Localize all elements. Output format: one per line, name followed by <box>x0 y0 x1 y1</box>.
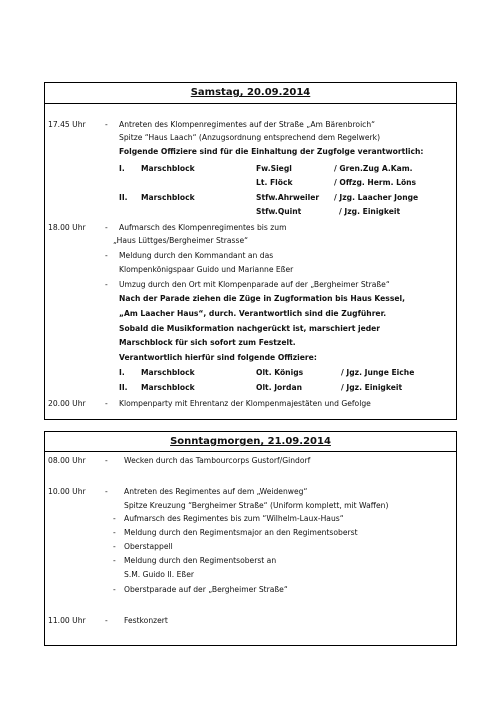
officer-name: Lt. Flöck <box>256 178 293 187</box>
officer-unit: / Jgz. Einigkeit <box>341 383 403 392</box>
officer-unit: / Offzg. Herm. Löns <box>334 178 417 187</box>
event-text: Aufmarsch des Klompenregimentes bis zum <box>119 223 287 232</box>
event-text: Klompenparty mit Ehrentanz der Klompenmajestäten und Gefolge <box>119 399 371 408</box>
event-text: Marschblock für sich sofort zum Festzelt. <box>119 338 296 347</box>
time-1745: 17.45 Uhr <box>48 120 86 129</box>
officer-name: Olt. Jordan <box>256 383 302 392</box>
dash: - <box>113 556 116 565</box>
dash: - <box>113 514 116 523</box>
block-label: Marschblock <box>141 383 195 392</box>
sunday-header <box>45 432 456 452</box>
time-1000: 10.00 Uhr <box>48 487 86 496</box>
officers-heading: Folgende Offiziere sind für die Einhaltung der Zugfolge verantwortlich: <box>119 147 424 156</box>
officers-heading: Verantwortlich hierfür sind folgende Offiziere: <box>119 353 317 362</box>
block-number: I. <box>119 368 125 377</box>
event-text: Meldung durch den Regimentsoberst an <box>124 556 277 565</box>
event-text: Meldung durch den Regimentsmajor an den Regimentsoberst <box>124 528 358 537</box>
block-label: Marschblock <box>141 368 195 377</box>
event-text: Wecken durch das Tambourcorps Gustorf/Gindorf <box>124 456 311 465</box>
event-text: Spitze “Haus Laach“ (Anzugsordnung entsprechend dem Regelwerk) <box>119 133 381 142</box>
block-number: I. <box>119 164 125 173</box>
time-2000: 20.00 Uhr <box>48 399 86 408</box>
block-label: Marschblock <box>141 193 195 202</box>
officer-unit: / Jzg. Einigkeit <box>339 207 401 216</box>
sunday-title: Sonntagmorgen, 21.09.2014 <box>170 436 331 447</box>
event-text: Antreten des Klompenregimentes auf der Straße „Am Bärenbroich“ <box>119 120 376 129</box>
event-text: Antreten des Regimentes auf dem „Weidenweg“ <box>124 487 308 496</box>
officer-name: Olt. Königs <box>256 368 304 377</box>
dash: - <box>113 585 116 594</box>
saturday-title: Samstag, 20.09.2014 <box>190 87 311 98</box>
sunday-schedule-box <box>44 431 457 646</box>
event-text: Klompenkönigspaar Guido und Marianne Eßer <box>119 265 294 274</box>
officer-unit: / Jzg. Laacher Jonge <box>334 193 419 202</box>
event-text: Aufmarsch des Regimentes bis zum “Wilhelm-Laux-Haus“ <box>124 514 344 523</box>
event-text: Spitze Kreuzung “Bergheimer Straße“ (Uniform komplett, mit Waffen) <box>124 501 389 510</box>
dash: - <box>113 542 116 551</box>
dash: - <box>105 280 108 289</box>
saturday-header <box>45 83 456 104</box>
event-text: Festkonzert <box>124 616 168 625</box>
time-1100: 11.00 Uhr <box>48 616 86 625</box>
dash: - <box>105 223 108 232</box>
event-text: Meldung durch den Kommandant an das <box>119 251 274 260</box>
dash: - <box>105 487 108 496</box>
event-text: Nach der Parade ziehen die Züge in Zugformation bis Haus Kessel, <box>119 294 405 303</box>
dash: - <box>105 616 108 625</box>
block-number: II. <box>119 193 128 202</box>
dash: - <box>105 399 108 408</box>
dash: - <box>113 528 116 537</box>
officer-unit: / Jgz. Junge Eiche <box>341 368 415 377</box>
dash: - <box>105 456 108 465</box>
officer-unit: / Gren.Zug A.Kam. <box>334 164 413 173</box>
time-0800: 08.00 Uhr <box>48 456 86 465</box>
time-1800: 18.00 Uhr <box>48 223 86 232</box>
officer-name: Fw.Siegl <box>256 164 292 173</box>
event-text: S.M. Guido II. Eßer <box>124 570 194 579</box>
block-number: II. <box>119 383 128 392</box>
event-text: Oberstappell <box>124 542 173 551</box>
block-label: Marschblock <box>141 164 195 173</box>
dash: - <box>105 251 108 260</box>
event-text: Oberstparade auf der „Bergheimer Straße“ <box>124 585 288 594</box>
event-text: Umzug durch den Ort mit Klompenparade auf der „Bergheimer Straße“ <box>119 280 390 289</box>
event-text: „Am Laacher Haus“, durch. Verantwortlich sind die Zugführer. <box>119 309 387 318</box>
dash: - <box>105 120 108 129</box>
event-text: „Haus Lüttges/Bergheimer Strasse“ <box>113 236 249 245</box>
event-text: Sobald die Musikformation nachgerückt ist, marschiert jeder <box>119 324 381 333</box>
officer-name: Stfw.Ahrweiler <box>256 193 320 202</box>
officer-name: Stfw.Quint <box>256 207 302 216</box>
saturday-schedule-box <box>44 82 457 420</box>
